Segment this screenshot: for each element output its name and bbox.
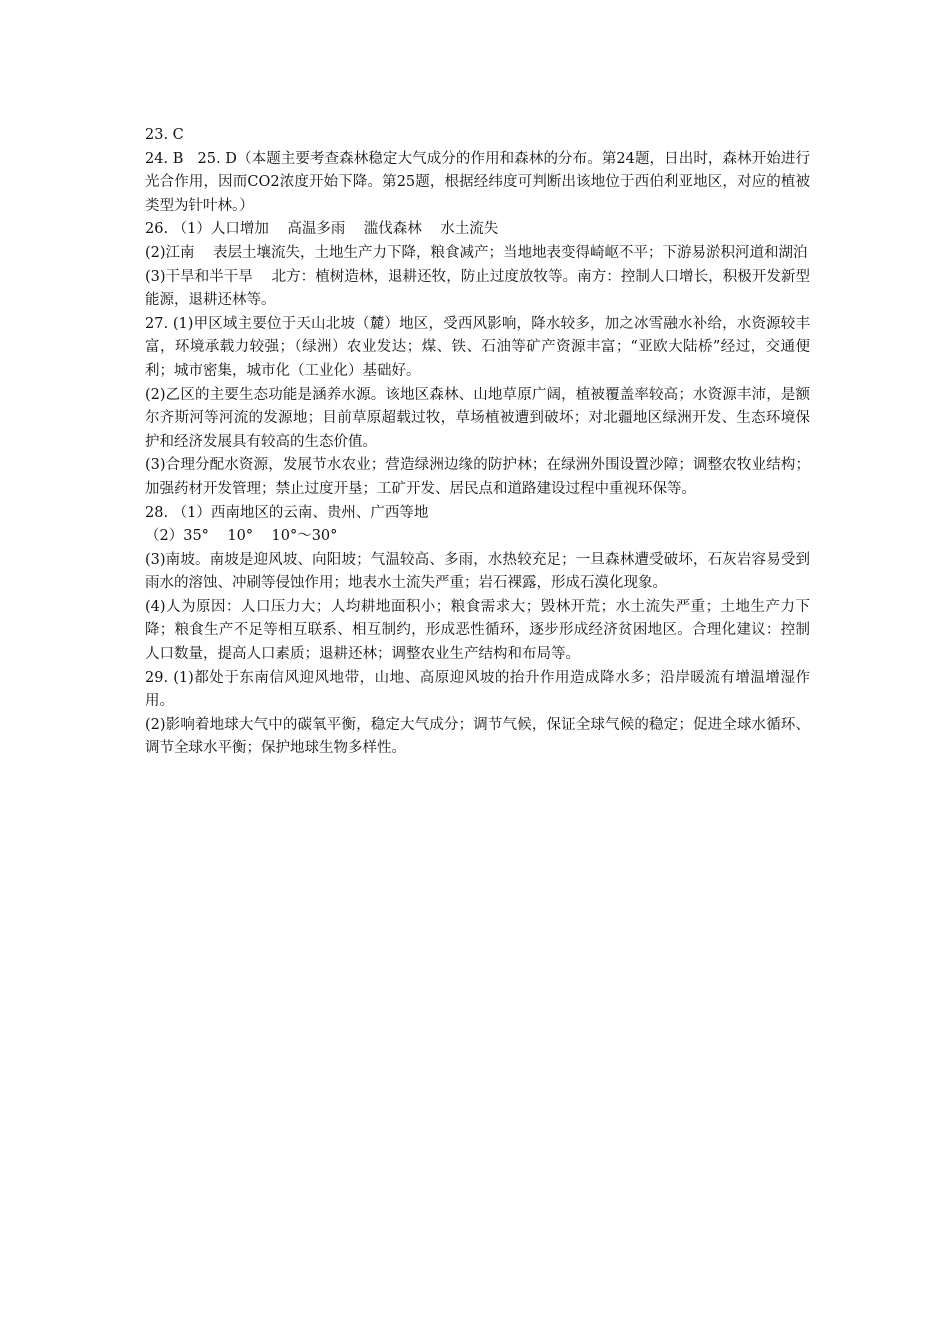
answer-29-part-1: 29. (1)都处于东南信风迎风地带，山地、高原迎风坡的抬升作用造成降水多；沿岸暖流有增温增湿作用。 — [145, 669, 810, 710]
answer-28-part-2: （2）35° 10° 10°～30° — [145, 528, 338, 545]
answer-28-part-3: (3)南坡。南坡是迎风坡、向阳坡；气温较高、多雨，水热较充足；一旦森林遭受破坏，石灰岩容易受到雨水的溶蚀、冲刷等侵蚀作用；地表水土流失严重；岩石裸露，形成石漠化现象。 — [145, 551, 810, 592]
answer-26-part-2: (2)江南 表层土壤流失，土地生产力下降，粮食减产；当地地表变得崎岖不平；下游易淤积河道和湖泊 — [145, 244, 808, 261]
answer-23: 23. C — [145, 127, 184, 143]
answer-28-part-4: (4)人为原因：人口压力大；人均耕地面积小；粮食需求大；毁林开荒；水土流失严重；土地生产力下降；粮食生产不足等相互联系、相互制约，形成恶性循环，逐步形成经济贫困地区。合理化建议：控制人口数量，提高人口素质；退耕还林；调整农业生产结构和布局等。 — [145, 598, 810, 663]
answer-26-part-1: 26. （1）人口增加 高温多雨 滥伐森林 水土流失 — [145, 221, 499, 238]
answer-26-part-3: (3)干旱和半干旱 北方：植树造林，退耕还牧，防止过度放牧等。南方：控制人口增长，积极开发新型能源，退耕还林等。 — [145, 268, 810, 309]
answer-27-part-3: (3)合理分配水资源，发展节水农业；营造绿洲边缘的防护林；在绿洲外围设置沙障；调整农牧业结构；加强药材开发管理；禁止过度开垦；工矿开发、居民点和道路建设过程中重视环保等。 — [145, 457, 810, 497]
answer-27-part-2: (2)乙区的主要生态功能是涵养水源。该地区森林、山地草原广阔，植被覆盖率较高；水资源丰沛，是额尔齐斯河等河流的发源地；目前草原超载过牧，草场植被遭到破坏；对北疆地区绿洲开发、生态环境保护和经济发展具有较高的生态价值。 — [145, 386, 810, 450]
answer-27-part-1: 27. (1)甲区域主要位于天山北坡（麓）地区，受西风影响，降水较多，加之冰雪融水补给，水资源较丰富，环境承载力较强；（绿洲）农业发达；煤、铁、石油等矿产资源丰富；“亚欧大陆桥”经过，交通便利；城市密集，城市化（工业化）基础好。 — [145, 315, 810, 379]
answer-29-part-2: (2)影响着地球大气中的碳氧平衡，稳定大气成分；调节气候，保证全球气候的稳定；促进全球水循环、调节全球水平衡；保护地球生物多样性。 — [145, 716, 810, 757]
answer-24-25: 24. B 25. D（本题主要考查森林稳定大气成分的作用和森林的分布。第24题，日出时，森林开始进行光合作用，因而CO2浓度开始下降。第25题，根据经纬度可判断出该地位于西伯利亚地区，对应的植被类型为针叶林。） — [145, 150, 810, 214]
answer-28-part-1: 28. （1）西南地区的云南、贵州、广西等地 — [145, 504, 429, 521]
answer-document — [145, 124, 810, 761]
